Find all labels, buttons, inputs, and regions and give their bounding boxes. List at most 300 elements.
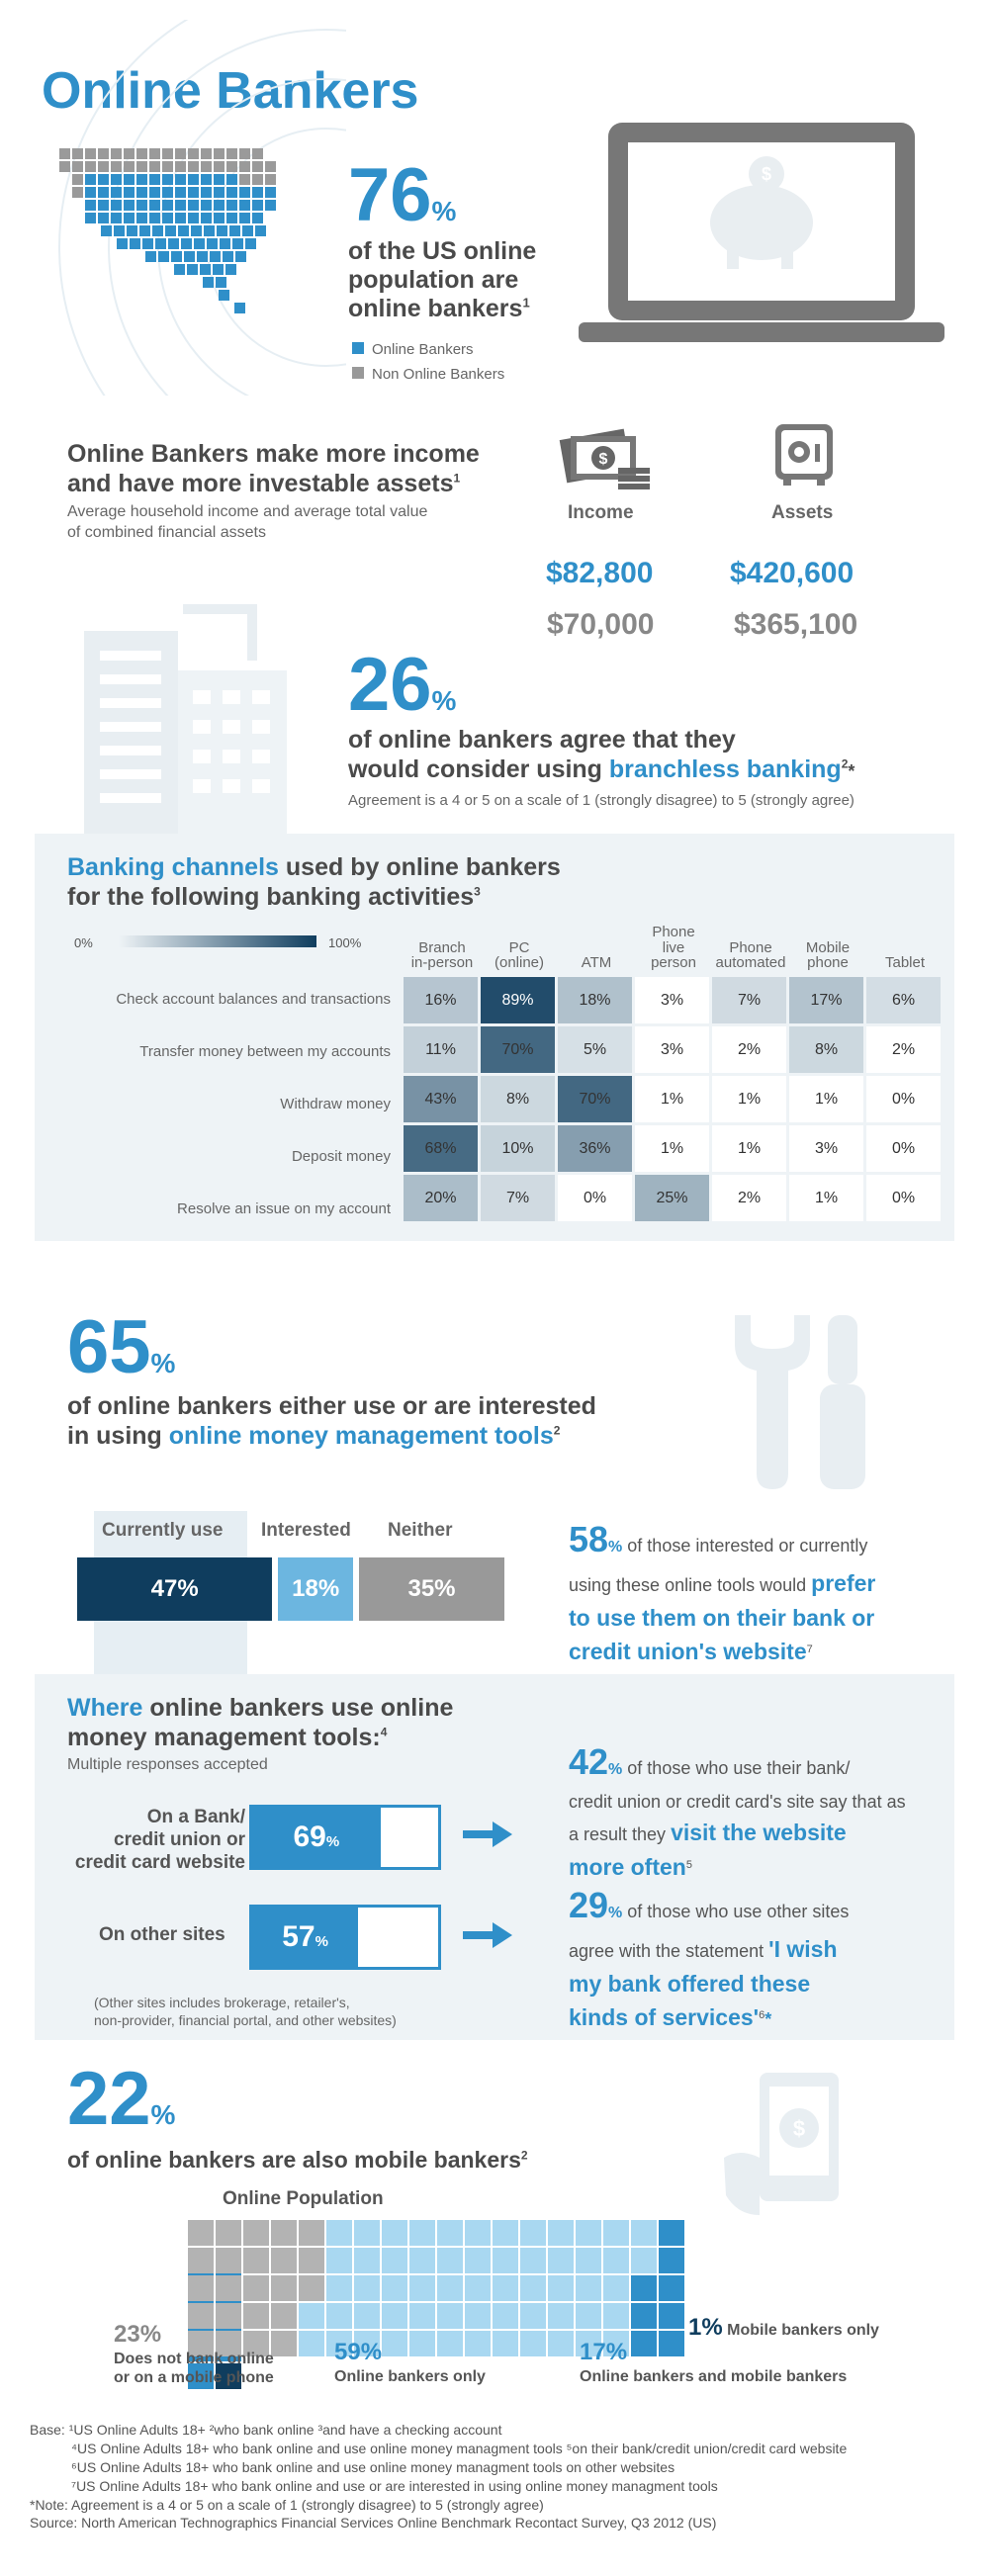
hero-pct-sign: % xyxy=(431,196,457,226)
map-square xyxy=(255,225,266,236)
income-heading-line-1: Online Bankers make more income xyxy=(67,440,480,468)
waffle-cell-online-only xyxy=(548,2331,574,2356)
map-square xyxy=(210,251,221,262)
waffle-cell-none xyxy=(216,2220,241,2246)
assets-online-value: $420,600 xyxy=(730,557,854,589)
bank-site-label xyxy=(40,1807,245,1874)
map-square xyxy=(178,225,189,236)
mobile-sup: 2 xyxy=(520,2148,528,2163)
prefer-sup: 7 xyxy=(806,1643,813,1655)
heatmap-cell: 43% xyxy=(404,1076,478,1122)
scale-max-label: 100% xyxy=(328,935,362,950)
prefer-stat xyxy=(569,1513,954,1669)
tools-sup: 2 xyxy=(553,1423,561,1438)
heatmap-cell: 2% xyxy=(712,1175,786,1221)
wish-text-a: of those who use other sites xyxy=(627,1902,850,1921)
cash-icon xyxy=(559,420,653,494)
arrow-right-icon xyxy=(463,1920,514,1950)
map-square xyxy=(223,251,233,262)
map-square xyxy=(111,148,122,159)
heatmap-cell: 7% xyxy=(712,977,786,1023)
map-square xyxy=(149,213,160,223)
waffle-cell-none xyxy=(299,2220,324,2246)
map-square xyxy=(252,200,263,211)
map-square xyxy=(162,213,173,223)
branchless-pct-sign: % xyxy=(431,685,457,716)
tools-line-2a: in using xyxy=(67,1422,169,1450)
map-square xyxy=(111,174,122,185)
safe-icon xyxy=(771,420,837,489)
map-square xyxy=(214,187,225,198)
waffle-cell-online-only xyxy=(354,2220,380,2246)
map-square xyxy=(191,225,202,236)
income-label: Income xyxy=(568,502,634,523)
map-square xyxy=(216,277,226,288)
channel-column-header-line: Phone xyxy=(729,938,772,956)
map-square xyxy=(124,174,135,185)
map-square xyxy=(175,213,186,223)
map-square xyxy=(197,251,208,262)
footnote-line: ⁷US Online Adults 18+ who bank online and use or are interested in using online money managment tools xyxy=(71,2477,718,2494)
both-pct: 17% xyxy=(580,2339,628,2365)
waffle-cell-online-only xyxy=(354,2248,380,2273)
map-square xyxy=(158,251,169,262)
heatmap-cell: 1% xyxy=(789,1076,863,1122)
waffle-cell-none xyxy=(243,2248,269,2273)
waffle-row xyxy=(188,2248,686,2275)
both-label xyxy=(580,2339,847,2386)
map-square xyxy=(114,225,125,236)
where-title-sup: 4 xyxy=(380,1725,388,1739)
waffle-cell-both xyxy=(659,2248,684,2273)
heatmap-cell: 3% xyxy=(635,1026,709,1073)
map-square xyxy=(111,161,122,172)
map-square xyxy=(149,187,160,198)
waffle-cell-none xyxy=(299,2275,324,2301)
other-sites-note-1: (Other sites includes brokerage, retailer's, xyxy=(94,1995,350,2010)
waffle-cell-online-only xyxy=(603,2220,629,2246)
none-text-1: Does not bank online xyxy=(114,2350,274,2367)
map-square xyxy=(175,148,186,159)
map-square xyxy=(162,187,173,198)
other-sites-bar xyxy=(249,1905,441,1970)
income-heading xyxy=(67,440,480,498)
map-square xyxy=(194,238,205,249)
map-square xyxy=(201,148,212,159)
legend-non: Non Online Bankers xyxy=(372,366,505,383)
waffle-cell-online-only xyxy=(409,2275,435,2301)
map-square xyxy=(72,148,83,159)
mobile-line: of online bankers are also mobile bankers xyxy=(67,2147,521,2173)
none-text-2: or on a mobile phone xyxy=(114,2368,274,2386)
heatmap-cell: 1% xyxy=(712,1125,786,1172)
where-title-highlight: Where xyxy=(67,1694,143,1722)
map-square xyxy=(85,200,96,211)
bank-site-value: 69 xyxy=(293,1821,326,1853)
map-square xyxy=(149,174,160,185)
map-square xyxy=(188,148,199,159)
tools-bar-label-current: Currently use xyxy=(102,1520,224,1541)
none-pct: 23% xyxy=(114,2321,162,2348)
heatmap-cell: 10% xyxy=(481,1125,555,1172)
other-sites-pct-sign: % xyxy=(315,1932,328,1950)
visit-text-b: credit union or credit card's site say that as xyxy=(569,1792,906,1812)
footnote-line: Base: ¹US Online Adults 18+ ²who bank online ³and have a checking account xyxy=(30,2422,502,2438)
map-square xyxy=(98,213,109,223)
branchless-line-1: of online bankers agree that they xyxy=(348,726,736,754)
activity-row-label: Withdraw money xyxy=(280,1096,391,1112)
map-square xyxy=(239,187,250,198)
map-square xyxy=(85,174,96,185)
map-square xyxy=(111,200,122,211)
hero-line-1: of the US online xyxy=(348,237,537,265)
heatmap-cell: 8% xyxy=(789,1026,863,1073)
map-square xyxy=(72,174,83,185)
heatmap-cell: 20% xyxy=(404,1175,478,1221)
map-square xyxy=(98,148,109,159)
mobile-phone-dollar-icon xyxy=(720,2067,878,2225)
heatmap-cell: 2% xyxy=(712,1026,786,1073)
channel-column-header-line: phone xyxy=(807,954,849,972)
heatmap-cell: 0% xyxy=(866,1125,941,1172)
heatmap-cell: 8% xyxy=(481,1076,555,1122)
channels-heatmap xyxy=(401,974,944,1224)
svg-text:$: $ xyxy=(598,451,608,468)
heatmap-cell: 89% xyxy=(481,977,555,1023)
waffle-cell-none xyxy=(243,2220,269,2246)
map-square xyxy=(59,161,70,172)
waffle-cell-online-only xyxy=(548,2220,574,2246)
waffle-cell-online-only xyxy=(631,2248,657,2273)
prefer-pct: 58 xyxy=(569,1519,609,1559)
channel-column-header xyxy=(558,955,635,971)
heatmap-cell: 1% xyxy=(789,1175,863,1221)
waffle-cell-online-only xyxy=(409,2303,435,2329)
heatmap-row xyxy=(404,977,941,1023)
tools-pct-sign: % xyxy=(150,1348,176,1378)
tools-bar-segment: 35% xyxy=(359,1557,504,1621)
map-square xyxy=(136,187,147,198)
tools-stacked-bar xyxy=(77,1557,504,1621)
heatmap-cell: 18% xyxy=(558,977,632,1023)
tools-bar-segment: 18% xyxy=(278,1557,353,1621)
map-square xyxy=(136,148,147,159)
waffle-cell-online-only xyxy=(382,2275,407,2301)
map-square xyxy=(214,161,225,172)
footnote-line: *Note: Agreement is a 4 or 5 on a scale of 1 (strongly disagree) to 5 (strongly agree) xyxy=(30,2496,544,2513)
map-square xyxy=(226,200,237,211)
channel-column-header-line: ATM xyxy=(581,954,612,972)
income-online-value: $82,800 xyxy=(546,557,654,589)
waffle-cell-online-only xyxy=(437,2275,463,2301)
branchless-star: * xyxy=(848,761,855,781)
legend-swatch-online xyxy=(352,342,364,354)
map-square xyxy=(213,264,224,275)
waffle-cell-online-only xyxy=(576,2220,601,2246)
map-square xyxy=(229,225,240,236)
prefer-highlight-a: prefer xyxy=(811,1570,876,1596)
map-square xyxy=(188,187,199,198)
waffle-cell-online-only xyxy=(326,2303,352,2329)
channel-column-header-line: Branch xyxy=(418,938,466,956)
waffle-cell-online-only xyxy=(520,2275,546,2301)
map-square xyxy=(98,187,109,198)
online-only-pct: 59% xyxy=(334,2339,383,2365)
arrow-right-icon xyxy=(463,1820,514,1849)
map-square xyxy=(239,174,250,185)
map-square xyxy=(98,161,109,172)
waffle-cell-online-only xyxy=(603,2303,629,2329)
waffle-cell-online-only xyxy=(299,2331,324,2356)
map-square xyxy=(124,200,135,211)
map-square xyxy=(201,187,212,198)
other-sites-bar-fill xyxy=(252,1908,358,1967)
wish-text-b: agree with the statement xyxy=(569,1941,769,1961)
waffle-cell-online-only xyxy=(299,2303,324,2329)
channel-column-header-line: in-person xyxy=(410,954,474,972)
map-square xyxy=(130,238,140,249)
hero-pct: 76 xyxy=(348,153,432,237)
branchless-pct: 26 xyxy=(348,643,432,727)
map-square xyxy=(124,213,135,223)
map-square xyxy=(162,174,173,185)
laptop-piggybank-icon xyxy=(579,119,944,346)
tools-stat xyxy=(67,1305,596,1451)
map-square xyxy=(232,238,243,249)
heatmap-cell: 0% xyxy=(866,1175,941,1221)
page-title: Online Bankers xyxy=(42,62,419,120)
map-square xyxy=(235,251,246,262)
map-square xyxy=(162,200,173,211)
map-square xyxy=(214,213,225,223)
footnote-line: Source: North American Technographics Financial Services Online Benchmark Recontact Survey, Q3 2012 (US) xyxy=(30,2515,717,2532)
hero-stat xyxy=(348,153,537,322)
activity-row-label: Transfer money between my accounts xyxy=(139,1043,391,1060)
heatmap-cell: 16% xyxy=(404,977,478,1023)
channels-title-highlight: Banking channels xyxy=(67,853,279,881)
us-map-icon xyxy=(59,148,316,316)
both-text: Online bankers and mobile bankers xyxy=(580,2367,848,2385)
map-square xyxy=(219,290,229,301)
waffle-cell-none xyxy=(271,2248,297,2273)
income-heading-line-2: and have more investable assets xyxy=(67,469,454,497)
mobile-only-text: Mobile bankers only xyxy=(727,2322,879,2339)
wish-pct: 29 xyxy=(569,1885,609,1925)
wish-highlight-b: my bank offered these xyxy=(569,1970,811,1997)
waffle-cell-online-only xyxy=(465,2220,491,2246)
map-square xyxy=(165,225,176,236)
heatmap-cell: 0% xyxy=(558,1175,632,1221)
map-square xyxy=(149,148,160,159)
waffle-cell-online-only xyxy=(576,2275,601,2301)
map-square xyxy=(175,200,186,211)
map-square xyxy=(187,264,198,275)
map-square xyxy=(188,161,199,172)
map-square xyxy=(214,200,225,211)
map-square xyxy=(188,213,199,223)
waffle-cell-online-only xyxy=(603,2248,629,2273)
waffle-cell-online-only xyxy=(493,2248,518,2273)
footnote-line: ⁶US Online Adults 18+ who bank online and use online money managment tools on other websites xyxy=(71,2458,675,2475)
map-square xyxy=(214,148,225,159)
heatmap-cell: 1% xyxy=(712,1076,786,1122)
prefer-highlight-b: to use them on their bank or xyxy=(569,1604,875,1631)
waffle-cell-online-only xyxy=(603,2275,629,2301)
heatmap-cell: 70% xyxy=(481,1026,555,1073)
waffle-cell-none xyxy=(216,2248,241,2273)
map-square xyxy=(265,187,276,198)
map-square xyxy=(149,161,160,172)
where-subtitle: Multiple responses accepted xyxy=(67,1756,268,1773)
map-square xyxy=(265,161,276,172)
heatmap-row xyxy=(404,1175,941,1221)
waffle-cell-none xyxy=(299,2248,324,2273)
waffle-cell-both xyxy=(659,2220,684,2246)
map-square xyxy=(239,213,250,223)
visit-more-stat xyxy=(569,1735,954,1884)
channel-column-header-line: Phone xyxy=(652,923,695,940)
map-square xyxy=(226,174,237,185)
waffle-cell-online-only xyxy=(437,2303,463,2329)
map-square xyxy=(184,251,195,262)
channels-title xyxy=(67,852,561,912)
hero-line-2: population are xyxy=(348,265,519,294)
map-square xyxy=(203,277,214,288)
map-square xyxy=(152,225,163,236)
map-square xyxy=(217,225,227,236)
footnotes xyxy=(30,2421,969,2532)
map-square xyxy=(85,187,96,198)
waffle-cell-none xyxy=(188,2220,214,2246)
color-scale-bar xyxy=(119,935,316,947)
waffle-cell-online-only xyxy=(493,2220,518,2246)
channels-title-rest: used by online bankers xyxy=(278,853,561,881)
legend-swatch-non xyxy=(352,367,364,379)
mobile-pct-sign: % xyxy=(150,2099,176,2130)
prefer-text-b: using these online tools would xyxy=(569,1575,812,1595)
map-square xyxy=(225,264,236,275)
channel-column-header-line: Mobile xyxy=(805,938,851,956)
waffle-cell-online-only xyxy=(382,2303,407,2329)
map-square xyxy=(111,187,122,198)
scale-min-label: 0% xyxy=(74,935,93,950)
waffle-cell-online-only xyxy=(576,2303,601,2329)
visit-highlight-a: visit the website xyxy=(671,1820,847,1845)
waffle-cell-none xyxy=(188,2275,214,2301)
map-square xyxy=(220,238,230,249)
waffle-row xyxy=(188,2220,686,2248)
heatmap-cell: 36% xyxy=(558,1125,632,1172)
hero-sup: 1 xyxy=(522,295,530,311)
branchless-sup: 2 xyxy=(841,756,849,771)
hero-legend xyxy=(352,341,504,383)
channel-column-header-line: automated xyxy=(715,954,786,972)
tools-bar-segment: 47% xyxy=(77,1557,272,1621)
waffle-cell-online-only xyxy=(437,2248,463,2273)
waffle-cell-online-only xyxy=(437,2220,463,2246)
map-square xyxy=(155,238,166,249)
waffle-cell-online-only xyxy=(382,2248,407,2273)
heatmap-cell: 3% xyxy=(635,977,709,1023)
map-square xyxy=(111,213,122,223)
visit-sup: 5 xyxy=(685,1858,692,1871)
heatmap-row xyxy=(404,1026,941,1073)
map-square xyxy=(234,303,245,313)
tools-line-1: of online bankers either use or are interested xyxy=(67,1392,596,1420)
mobile-only-label xyxy=(688,2314,879,2342)
map-square xyxy=(85,161,96,172)
waffle-cell-online-only xyxy=(326,2220,352,2246)
waffle-cell-none xyxy=(216,2275,241,2301)
income-sub-line-1: Average household income and average total value xyxy=(67,503,428,520)
waffle-cell-online-only xyxy=(548,2248,574,2273)
channels-title-line-2: for the following banking activities xyxy=(67,883,475,911)
waffle-cell-online-only xyxy=(493,2275,518,2301)
map-square xyxy=(136,174,147,185)
heatmap-cell: 7% xyxy=(481,1175,555,1221)
map-square xyxy=(252,187,263,198)
waffle-cell-none xyxy=(188,2248,214,2273)
map-square xyxy=(188,174,199,185)
activity-row-label: Resolve an issue on my account xyxy=(177,1200,391,1217)
waffle-cell-both xyxy=(631,2303,657,2329)
online-only-text: Online bankers only xyxy=(334,2367,486,2385)
map-square xyxy=(175,161,186,172)
bank-site-pct-sign: % xyxy=(325,1832,340,1850)
map-square xyxy=(181,238,192,249)
wish-sup: 6 xyxy=(759,2009,765,2021)
wrench-screwdriver-icon xyxy=(717,1305,875,1503)
map-square xyxy=(174,264,185,275)
map-square xyxy=(124,148,135,159)
branchless-highlight: branchless banking xyxy=(608,755,842,783)
map-square xyxy=(162,148,173,159)
map-square xyxy=(162,161,173,172)
visit-text-a: of those who use their bank/ xyxy=(627,1758,851,1778)
waffle-cell-online-only xyxy=(493,2331,518,2356)
waffle-cell-online-only xyxy=(354,2275,380,2301)
tools-bar-label-neither: Neither xyxy=(388,1520,453,1541)
channel-column-header-line: live xyxy=(662,938,685,956)
map-square xyxy=(101,225,112,236)
prefer-text-a: of those interested or currently xyxy=(627,1536,868,1555)
mobile-pct: 22 xyxy=(67,2057,151,2141)
waffle-cell-none xyxy=(243,2275,269,2301)
map-square xyxy=(252,161,263,172)
channel-column-header xyxy=(789,940,866,972)
channel-column-header xyxy=(866,955,944,971)
channel-column-header-line: Tablet xyxy=(884,954,926,972)
map-square xyxy=(226,148,237,159)
mobile-stat xyxy=(67,2057,528,2174)
map-square xyxy=(72,187,83,198)
branchless-note: Agreement is a 4 or 5 on a scale of 1 (strongly disagree) to 5 (strongly agree) xyxy=(348,792,854,809)
map-square xyxy=(252,174,263,185)
channel-column-header-line: (online) xyxy=(494,954,545,972)
tools-highlight: online money management tools xyxy=(168,1422,554,1450)
map-square xyxy=(226,161,237,172)
wish-highlight-c: kinds of services' xyxy=(569,2004,760,2030)
map-square xyxy=(98,174,109,185)
map-square xyxy=(168,238,179,249)
waffle-cell-online-only xyxy=(520,2220,546,2246)
other-sites-note-2: non-provider, financial portal, and other websites) xyxy=(94,2012,397,2029)
waffle-cell-online-only xyxy=(409,2248,435,2273)
heatmap-cell: 5% xyxy=(558,1026,632,1073)
map-square xyxy=(239,148,250,159)
visit-text-c: a result they xyxy=(569,1824,672,1844)
waffle-title: Online Population xyxy=(223,2188,384,2209)
